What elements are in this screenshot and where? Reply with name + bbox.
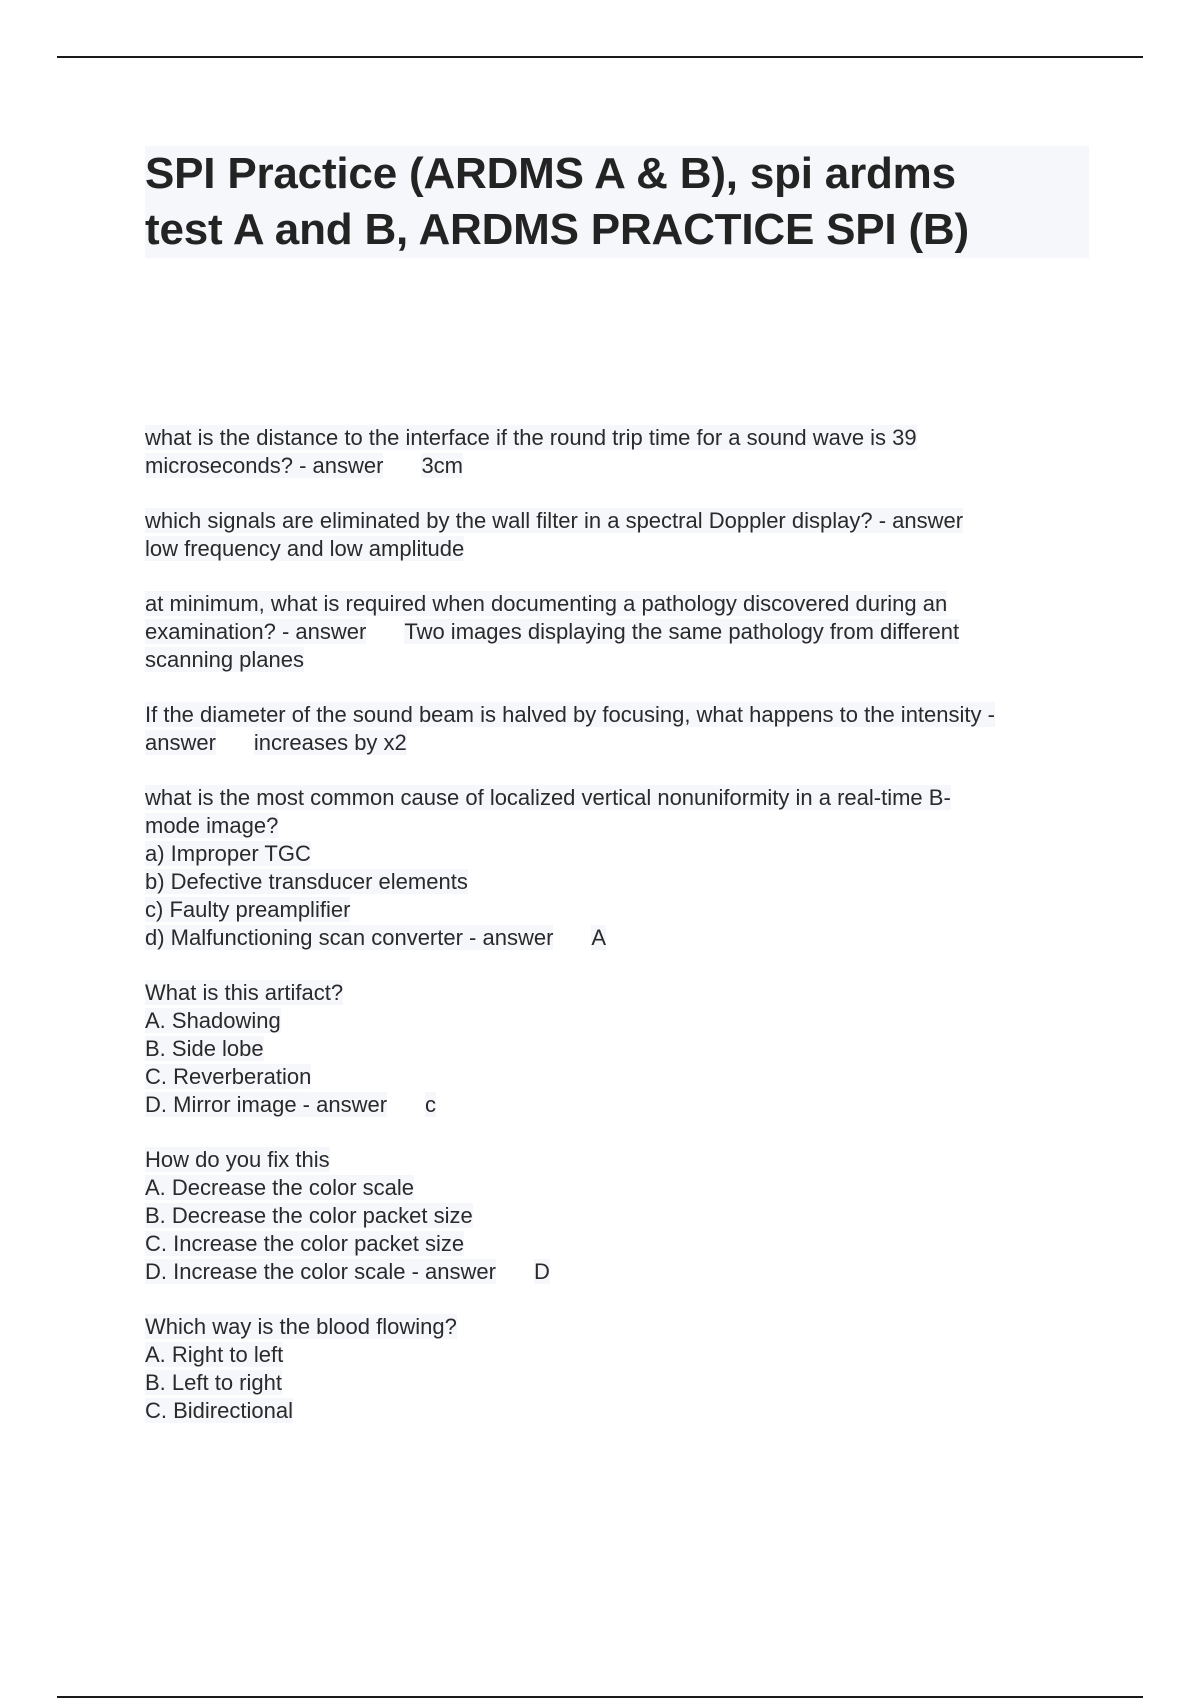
answer-line <box>145 618 1085 646</box>
question-line <box>145 424 1085 452</box>
question-text: C. Reverberation <box>145 1064 312 1089</box>
question-item <box>145 1313 1085 1425</box>
question-line <box>145 868 1085 896</box>
answer-prefix: examination? - answer <box>145 619 367 644</box>
footer-rule <box>57 1696 1143 1698</box>
question-line <box>145 1397 1085 1425</box>
question-text: B. Side lobe <box>145 1036 264 1061</box>
question-text: mode image? <box>145 813 279 838</box>
question-line <box>145 1230 1085 1258</box>
question-line <box>145 507 1085 535</box>
question-line <box>145 784 1085 812</box>
answer-line <box>145 452 1085 480</box>
question-line <box>145 1313 1085 1341</box>
answer-text: A <box>591 925 607 950</box>
question-line <box>145 1341 1085 1369</box>
answer-prefix: D. Increase the color scale - answer <box>145 1259 496 1284</box>
question-item <box>145 424 1085 480</box>
answer-continuation-line <box>145 646 1085 674</box>
question-text: low frequency and low amplitude <box>145 536 465 561</box>
title-line-2: test A and B, ARDMS PRACTICE SPI (B) <box>145 205 969 254</box>
question-line <box>145 840 1085 868</box>
question-line <box>145 1146 1085 1174</box>
title-block <box>145 146 1089 258</box>
answer-line <box>145 1091 1085 1119</box>
question-item <box>145 701 1085 757</box>
question-line <box>145 896 1085 924</box>
question-text: what is the distance to the interface if the round trip time for a sound wave is 39 <box>145 425 917 450</box>
answer-text: c <box>425 1092 437 1117</box>
question-line <box>145 1007 1085 1035</box>
question-text: A. Decrease the color scale <box>145 1175 415 1200</box>
question-item <box>145 1146 1085 1286</box>
answer-text: increases by x2 <box>253 730 407 755</box>
question-text: Which way is the blood flowing? <box>145 1314 457 1339</box>
question-line <box>145 1202 1085 1230</box>
question-text: How do you fix this <box>145 1147 330 1172</box>
answer-text: D <box>533 1259 550 1284</box>
answer-prefix: d) Malfunctioning scan converter - answer <box>145 925 554 950</box>
answer-text: Two images displaying the same pathology from different <box>404 619 960 644</box>
question-text: If the diameter of the sound beam is halved by focusing, what happens to the intensity - <box>145 702 995 727</box>
question-text: what is the most common cause of localized vertical nonuniformity in a real-time B- <box>145 785 951 810</box>
answer-line <box>145 1258 1085 1286</box>
question-item <box>145 784 1085 952</box>
question-line <box>145 1174 1085 1202</box>
answer-prefix: D. Mirror image - answer <box>145 1092 388 1117</box>
question-line <box>145 979 1085 1007</box>
header-rule <box>57 56 1143 58</box>
question-line <box>145 590 1085 618</box>
title-line-1: SPI Practice (ARDMS A & B), spi ardms <box>145 149 956 198</box>
question-text: A. Shadowing <box>145 1008 281 1033</box>
question-text: A. Right to left <box>145 1342 284 1367</box>
answer-text: 3cm <box>421 453 463 478</box>
question-item <box>145 507 1085 563</box>
answer-line <box>145 729 1085 757</box>
answer-prefix: microseconds? - answer <box>145 453 384 478</box>
question-text: C. Increase the color packet size <box>145 1231 465 1256</box>
question-line <box>145 1369 1085 1397</box>
answer-line <box>145 924 1085 952</box>
question-text: a) Improper TGC <box>145 841 311 866</box>
question-text: C. Bidirectional <box>145 1398 293 1423</box>
answer-prefix: answer <box>145 730 216 755</box>
question-text: B. Left to right <box>145 1370 282 1395</box>
question-line <box>145 1035 1085 1063</box>
question-line <box>145 1063 1085 1091</box>
question-text: which signals are eliminated by the wall filter in a spectral Doppler display? - answer <box>145 508 964 533</box>
question-line <box>145 812 1085 840</box>
question-line <box>145 701 1085 729</box>
question-item <box>145 979 1085 1119</box>
document-title <box>145 146 1089 258</box>
question-text: c) Faulty preamplifier <box>145 897 351 922</box>
question-line <box>145 535 1085 563</box>
answer-continuation: scanning planes <box>145 647 305 672</box>
question-item <box>145 590 1085 674</box>
question-text: B. Decrease the color packet size <box>145 1203 473 1228</box>
question-text: at minimum, what is required when documenting a pathology discovered during an <box>145 591 948 616</box>
question-text: b) Defective transducer elements <box>145 869 468 894</box>
question-text: What is this artifact? <box>145 980 344 1005</box>
question-list <box>145 424 1085 1452</box>
